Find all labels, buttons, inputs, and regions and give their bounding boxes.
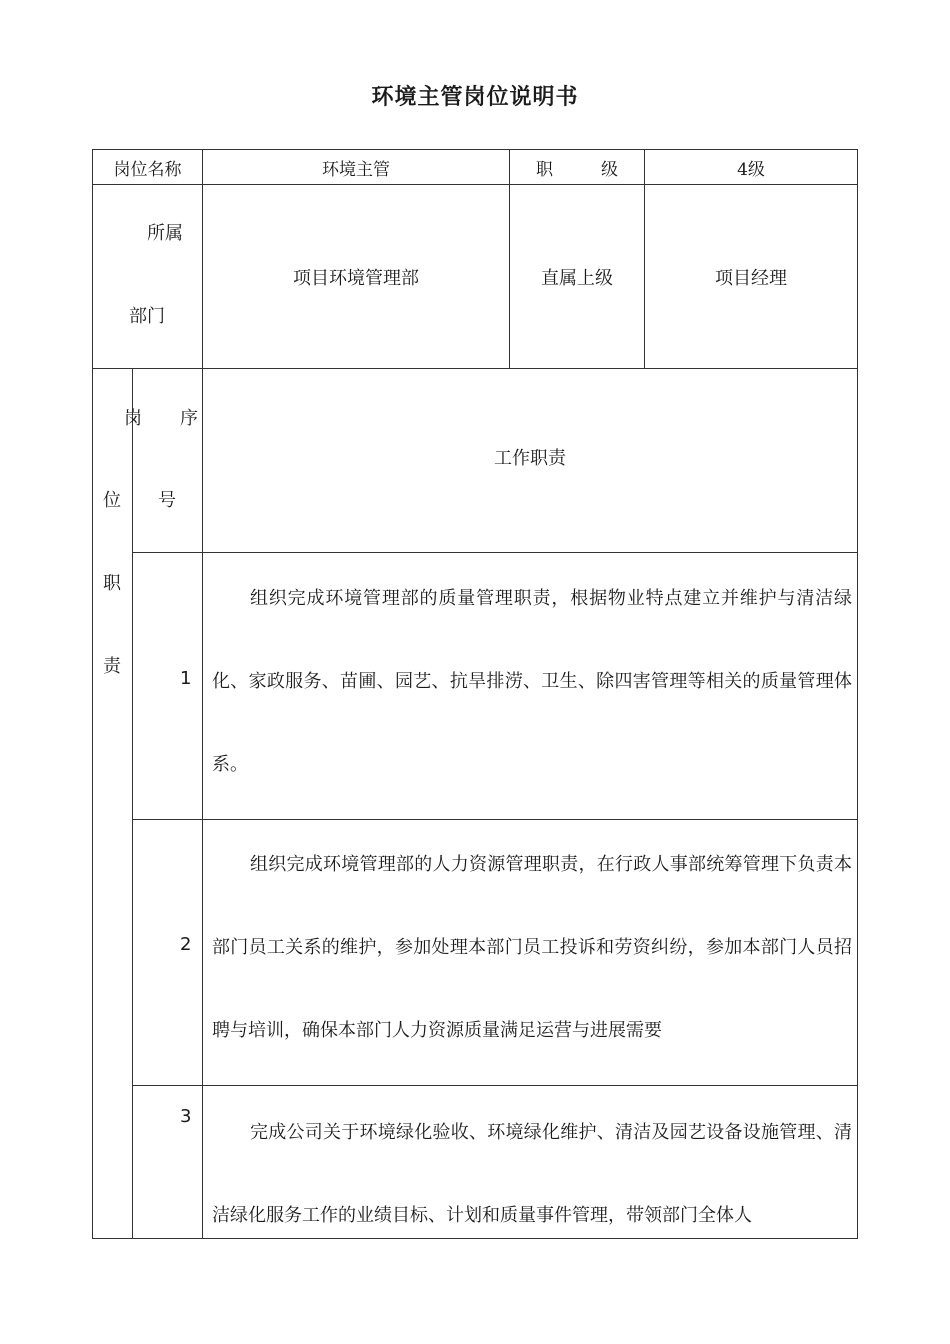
duty-text: 组织完成环境管理部的质量管理职责，根据物业特点建立并维护与清洁绿化、家政服务、苗圃、园艺、抗旱排涝、卫生、除四害管理等相关的质量管理体系。 [212,588,852,775]
duty-number: 1 [180,668,192,689]
dept-label: 部门 [129,306,165,327]
seq-label: 号 [158,490,176,511]
level-label-part: 级 [601,159,618,180]
row-divider [132,1085,858,1086]
table-border-left [92,149,93,1239]
post-name-label: 岗位名称 [113,159,182,180]
table-border-right [857,149,858,1239]
post-name-value: 环境主管 [322,159,390,180]
level-label-part: 职 [536,159,553,180]
duty-text: 组织完成环境管理部的人力资源管理职责，在行政人事部统筹管理下负责本部门员工关系的维护，参加处理本部门员工投诉和劳资纠纷，参加本部门人员招聘与培训，确保本部门人力资源质量满足运营与进展需要 [212,854,852,1041]
section-label-char: 位 [103,490,121,511]
column-divider [132,368,133,1239]
superior-value: 项目经理 [715,267,787,289]
row-divider [132,819,858,820]
duties-header: 工作职责 [494,447,566,469]
superior-label: 直属上级 [541,267,613,289]
dept-value: 项目环境管理部 [293,267,419,289]
duty-number: 3 [180,1106,192,1127]
dept-label: 所属 [147,223,183,244]
section-label-char: 岗 [124,408,142,429]
row-divider [132,552,858,553]
table-border-bottom [92,1238,858,1239]
section-label-char: 责 [103,656,121,677]
level-value: 4级 [737,159,765,180]
seq-label: 序 [180,408,198,429]
section-label-char: 职 [103,573,121,594]
duty-number: 2 [180,934,192,955]
level-label [510,150,644,184]
page-title: 环境主管岗位说明书 [371,84,579,110]
duty-text: 完成公司关于环境绿化验收、环境绿化维护、清洁及园艺设备设施管理、清洁绿化服务工作的业绩目标、计划和质量事件管理，带领部门全体人 [212,1122,852,1226]
